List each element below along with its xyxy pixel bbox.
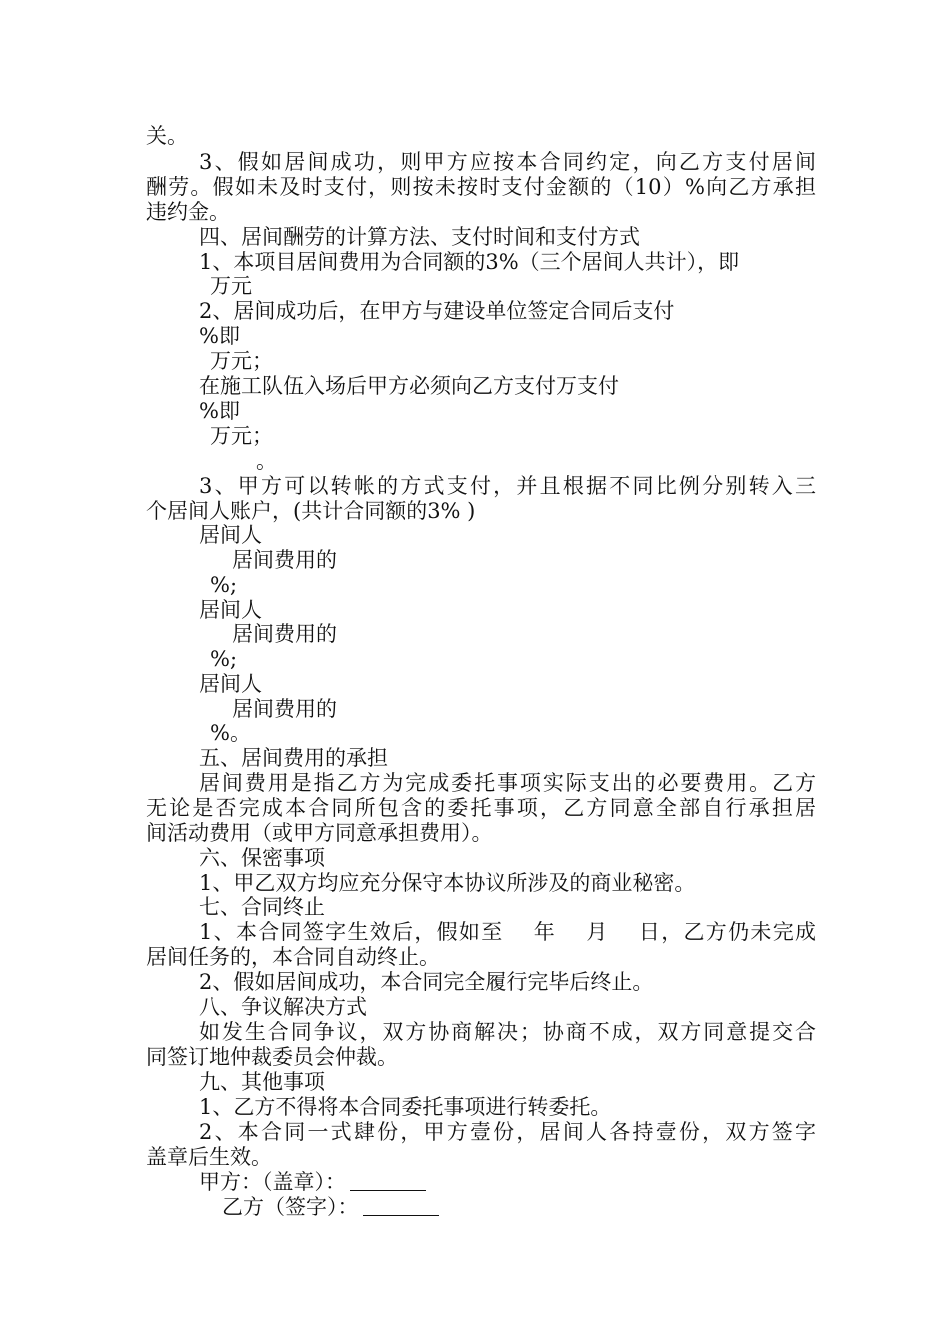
text-line: %即	[199, 399, 240, 423]
text-line: 2、假如居间成功，本合同完全履行完毕后终止。	[199, 970, 654, 994]
text-line: 万元	[210, 274, 252, 298]
text-line: 如发生合同争议，双方协商解决；协商不成，双方同意提交合	[199, 1020, 816, 1044]
text-line: 万元；	[210, 424, 273, 448]
signature-label: 甲方：（盖章）：	[199, 1170, 346, 1194]
text-line: 关。	[146, 124, 188, 148]
text-line: 1、乙方不得将本合同委托事项进行转委托。	[199, 1095, 612, 1119]
text-line: 3、甲方可以转帐的方式支付，并且根据不同比例分别转入三	[199, 474, 816, 498]
signature-line-party-a	[199, 1170, 816, 1194]
section-heading: 五、居间费用的承担	[199, 746, 388, 770]
text-line: 1、本项目居间费用为合同额的3%（三个居间人共计），即	[199, 250, 740, 274]
text-line: 2、本合同一式肆份，甲方壹份，居间人各持壹份，双方签字	[199, 1120, 816, 1144]
text-line: 1、甲乙双方均应充分保守本协议所涉及的商业秘密。	[199, 871, 696, 895]
signature-label: 乙方（签字）：	[222, 1195, 359, 1219]
signature-blank	[363, 1197, 439, 1216]
text-line: 居间费用是指乙方为完成委托事项实际支出的必要费用。乙方	[199, 771, 816, 795]
text-line: 1、本合同签字生效后，假如至 年 月 日，乙方仍未完成	[199, 920, 816, 944]
text-line: 违约金。	[146, 200, 230, 224]
section-heading: 七、合同终止	[199, 895, 325, 919]
text-line: 3、假如居间成功，则甲方应按本合同约定，向乙方支付居间	[199, 150, 816, 174]
text-line: 居间费用的	[232, 697, 337, 721]
text-line: 居间费用的	[232, 622, 337, 646]
text-line: 盖章后生效。	[146, 1145, 272, 1169]
text-line: 居间任务的，本合同自动终止。	[146, 945, 440, 969]
text-line: 。	[256, 449, 277, 473]
section-heading: 八、争议解决方式	[199, 995, 367, 1019]
text-line: 居间费用的	[232, 548, 337, 572]
text-line: %即	[199, 324, 240, 348]
text-line: 间活动费用（或甲方同意承担费用）。	[146, 821, 493, 845]
section-heading: 四、居间酬劳的计算方法、支付时间和支付方式	[199, 225, 640, 249]
section-heading: 六、保密事项	[199, 846, 325, 870]
signature-line-party-b	[222, 1195, 892, 1219]
text-line: 居间人	[199, 523, 262, 547]
text-line: 在施工队伍入场后甲方必须向乙方支付万支付	[199, 374, 619, 398]
signature-blank	[350, 1172, 426, 1191]
text-line: %。	[210, 721, 251, 745]
text-line: 酬劳。假如未及时支付，则按未按时支付金额的（10）%向乙方承担	[146, 175, 816, 199]
text-line: 无论是否完成本合同所包含的委托事项，乙方同意全部自行承担居	[146, 796, 816, 820]
text-line: 同签订地仲裁委员会仲裁。	[146, 1045, 398, 1069]
text-line: 居间人	[199, 598, 262, 622]
section-heading: 九、其他事项	[199, 1070, 325, 1094]
text-line: 2、居间成功后，在甲方与建设单位签定合同后支付	[199, 299, 675, 323]
text-line: 居间人	[199, 672, 262, 696]
text-line: %;	[210, 573, 238, 597]
text-line: 万元；	[210, 349, 273, 373]
text-line: 个居间人账户，(共计合同额的3% )	[146, 499, 476, 523]
text-line: %;	[210, 647, 238, 671]
